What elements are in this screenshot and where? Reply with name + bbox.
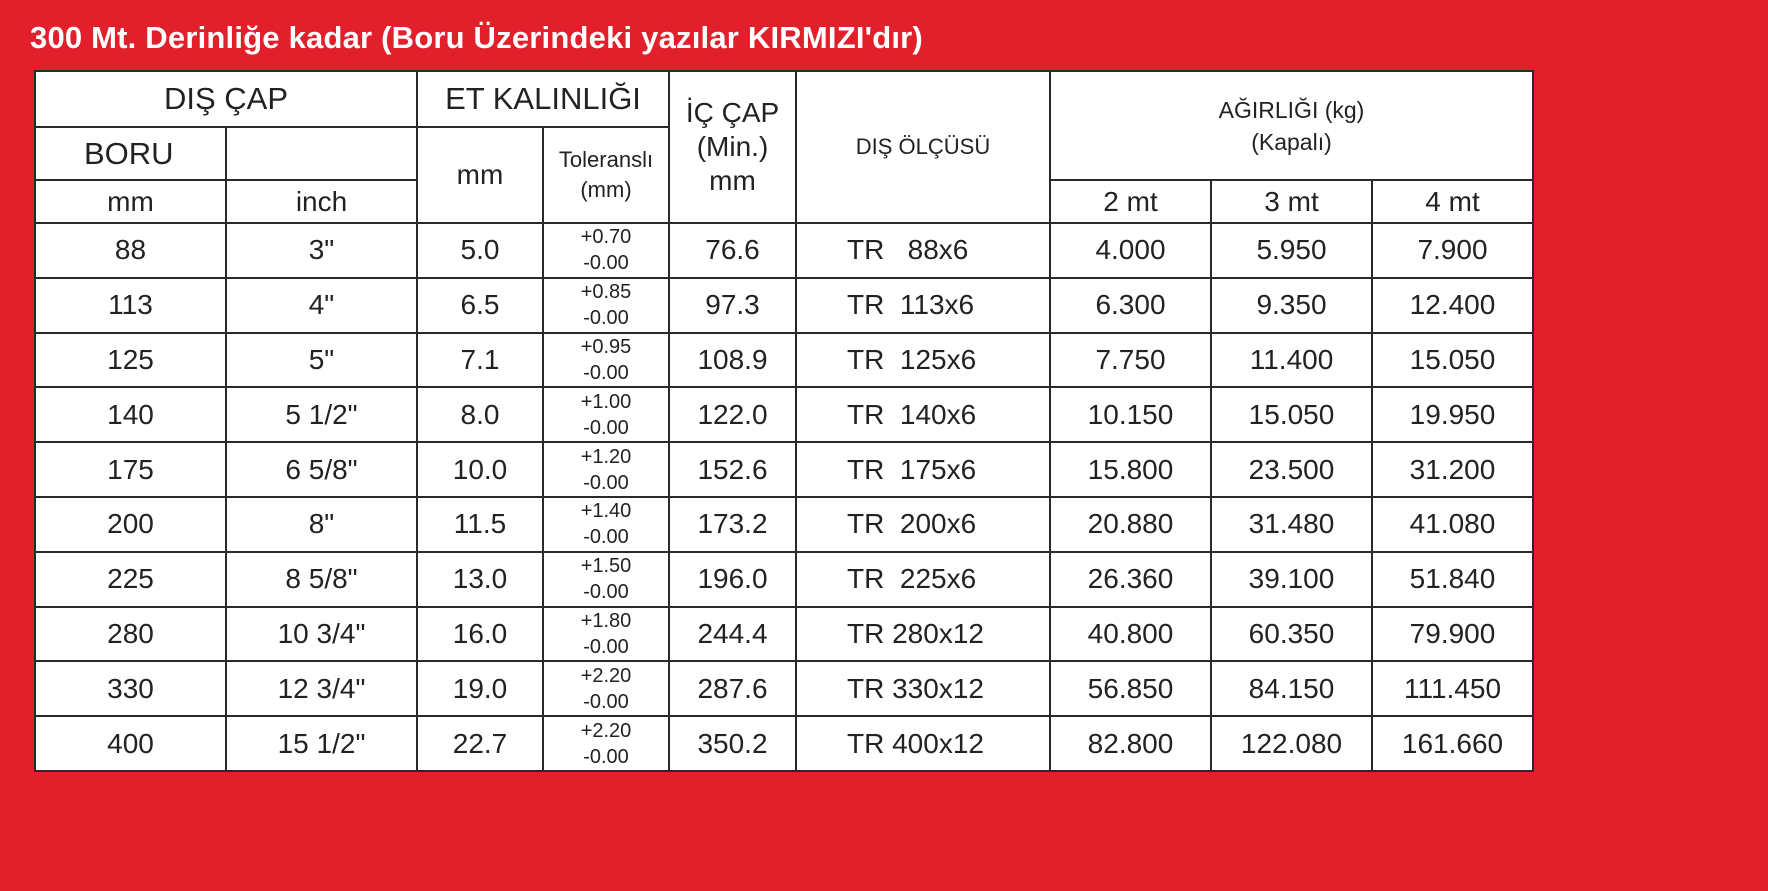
header-weight-line2: (Kapalı) — [1251, 128, 1332, 155]
header-tolerance-line2: (mm) — [580, 177, 632, 202]
cell-inch: 4" — [226, 278, 417, 333]
cell-inner-diameter: 122.0 — [669, 387, 796, 442]
cell-weight-2mt: 7.750 — [1050, 333, 1211, 388]
cell-wall: 8.0 — [417, 387, 543, 442]
tolerance-plus: +1.20 — [580, 445, 632, 468]
tolerance-plus: +1.00 — [580, 390, 632, 413]
tolerance-minus: -0.00 — [583, 635, 629, 658]
cell-inch: 6 5/8" — [226, 442, 417, 497]
cell-inch: 5" — [226, 333, 417, 388]
cell-weight-3mt: 11.400 — [1211, 333, 1372, 388]
cell-weight-4mt: 51.840 — [1372, 552, 1533, 607]
cell-wall: 5.0 — [417, 223, 543, 278]
cell-inch: 12 3/4" — [226, 661, 417, 716]
cell-mm: 175 — [35, 442, 226, 497]
table-row — [35, 716, 1533, 771]
cell-inner-diameter: 152.6 — [669, 442, 796, 497]
cell-outer-size: TR 175x6 — [796, 442, 1050, 497]
tolerance-plus: +1.50 — [580, 555, 632, 578]
tolerance-plus: +1.80 — [580, 609, 632, 632]
cell-wall: 22.7 — [417, 716, 543, 771]
tolerance-plus: +0.70 — [580, 226, 632, 249]
cell-tolerance — [543, 552, 669, 607]
header-tolerance-line1: Toleranslı — [558, 147, 654, 172]
header-inner-diameter — [669, 71, 796, 223]
header-inner-diameter-line1: İÇ ÇAP — [685, 97, 780, 128]
cell-tolerance — [543, 661, 669, 716]
cell-inner-diameter: 97.3 — [669, 278, 796, 333]
cell-outer-size: TR 88x6 — [796, 223, 1050, 278]
cell-weight-4mt: 19.950 — [1372, 387, 1533, 442]
cell-weight-2mt: 10.150 — [1050, 387, 1211, 442]
page-title: 300 Mt. Derinliğe kadar (Boru Üzerindeki yazılar KIRMIZI'dır) — [30, 20, 923, 55]
cell-outer-size: TR 125x6 — [796, 333, 1050, 388]
cell-outer-size: TR 280x12 — [796, 607, 1050, 662]
cell-weight-4mt: 41.080 — [1372, 497, 1533, 552]
header-weight-2mt: 2 mt — [1050, 180, 1211, 223]
cell-weight-4mt: 111.450 — [1372, 661, 1533, 716]
cell-weight-3mt: 23.500 — [1211, 442, 1372, 497]
cell-inner-diameter: 196.0 — [669, 552, 796, 607]
cell-outer-size: TR 400x12 — [796, 716, 1050, 771]
cell-outer-size: TR 225x6 — [796, 552, 1050, 607]
tolerance-plus: +2.20 — [580, 719, 632, 742]
cell-weight-3mt: 60.350 — [1211, 607, 1372, 662]
table-row — [35, 387, 1533, 442]
cell-tolerance — [543, 333, 669, 388]
cell-mm: 225 — [35, 552, 226, 607]
tolerance-minus: -0.00 — [583, 307, 629, 330]
cell-wall: 10.0 — [417, 442, 543, 497]
cell-tolerance — [543, 607, 669, 662]
cell-wall: 11.5 — [417, 497, 543, 552]
table-row — [35, 278, 1533, 333]
cell-tolerance — [543, 223, 669, 278]
cell-weight-3mt: 122.080 — [1211, 716, 1372, 771]
tolerance-plus: +0.85 — [580, 281, 632, 304]
tolerance-minus: -0.00 — [583, 690, 629, 713]
cell-mm: 125 — [35, 333, 226, 388]
cell-tolerance — [543, 716, 669, 771]
cell-inch: 8" — [226, 497, 417, 552]
cell-weight-2mt: 56.850 — [1050, 661, 1211, 716]
cell-inner-diameter: 108.9 — [669, 333, 796, 388]
cell-tolerance — [543, 442, 669, 497]
header-pipe: BORU — [35, 127, 226, 180]
cell-tolerance — [543, 387, 669, 442]
cell-outer-size: TR 200x6 — [796, 497, 1050, 552]
header-weight-3mt: 3 mt — [1211, 180, 1372, 223]
pipe-spec-table — [34, 70, 1534, 772]
tolerance-minus: -0.00 — [583, 471, 629, 494]
cell-outer-size: TR 330x12 — [796, 661, 1050, 716]
cell-weight-4mt: 79.900 — [1372, 607, 1533, 662]
header-tolerance — [543, 127, 669, 223]
cell-weight-4mt: 31.200 — [1372, 442, 1533, 497]
header-weight-line1: AĞIRLIĞI (kg) — [1218, 96, 1365, 123]
cell-weight-3mt: 15.050 — [1211, 387, 1372, 442]
header-outer-diameter: DIŞ ÇAP — [35, 71, 417, 127]
cell-wall: 16.0 — [417, 607, 543, 662]
tolerance-minus: -0.00 — [583, 361, 629, 384]
cell-wall: 6.5 — [417, 278, 543, 333]
cell-weight-3mt: 9.350 — [1211, 278, 1372, 333]
tolerance-plus: +2.20 — [580, 664, 632, 687]
tolerance-plus: +0.95 — [580, 335, 632, 358]
cell-mm: 88 — [35, 223, 226, 278]
cell-outer-size: TR 140x6 — [796, 387, 1050, 442]
cell-mm: 330 — [35, 661, 226, 716]
cell-weight-3mt: 5.950 — [1211, 223, 1372, 278]
tolerance-minus: -0.00 — [583, 526, 629, 549]
tolerance-minus: -0.00 — [583, 745, 629, 768]
cell-weight-2mt: 26.360 — [1050, 552, 1211, 607]
cell-weight-2mt: 82.800 — [1050, 716, 1211, 771]
header-empty-cell — [226, 127, 417, 180]
table-row — [35, 333, 1533, 388]
cell-inner-diameter: 76.6 — [669, 223, 796, 278]
cell-weight-4mt: 15.050 — [1372, 333, 1533, 388]
header-weight-4mt: 4 mt — [1372, 180, 1533, 223]
header-inch: inch — [226, 180, 417, 223]
cell-wall: 19.0 — [417, 661, 543, 716]
cell-weight-3mt: 39.100 — [1211, 552, 1372, 607]
header-wall-thickness: ET KALINLIĞI — [417, 71, 669, 127]
cell-weight-2mt: 4.000 — [1050, 223, 1211, 278]
cell-mm: 280 — [35, 607, 226, 662]
table-row — [35, 552, 1533, 607]
cell-weight-4mt: 161.660 — [1372, 716, 1533, 771]
cell-mm: 400 — [35, 716, 226, 771]
tolerance-minus: -0.00 — [583, 581, 629, 604]
cell-mm: 200 — [35, 497, 226, 552]
header-inner-diameter-line2: (Min.) — [696, 131, 769, 162]
table-row — [35, 497, 1533, 552]
cell-weight-2mt: 15.800 — [1050, 442, 1211, 497]
table-row — [35, 442, 1533, 497]
cell-inner-diameter: 350.2 — [669, 716, 796, 771]
cell-weight-2mt: 6.300 — [1050, 278, 1211, 333]
table-row — [35, 223, 1533, 278]
cell-weight-3mt: 84.150 — [1211, 661, 1372, 716]
tolerance-plus: +1.40 — [580, 500, 632, 523]
cell-inch: 15 1/2" — [226, 716, 417, 771]
header-weight — [1050, 71, 1533, 180]
cell-weight-2mt: 20.880 — [1050, 497, 1211, 552]
cell-tolerance — [543, 497, 669, 552]
cell-wall: 13.0 — [417, 552, 543, 607]
cell-weight-2mt: 40.800 — [1050, 607, 1211, 662]
header-wall-mm: mm — [417, 127, 543, 223]
tolerance-minus: -0.00 — [583, 252, 629, 275]
cell-inner-diameter: 173.2 — [669, 497, 796, 552]
header-mm: mm — [35, 180, 226, 223]
cell-mm: 140 — [35, 387, 226, 442]
cell-inch: 10 3/4" — [226, 607, 417, 662]
table-row — [35, 661, 1533, 716]
header-inner-diameter-line3: mm — [709, 165, 756, 196]
cell-inch: 5 1/2" — [226, 387, 417, 442]
table-row — [35, 607, 1533, 662]
cell-wall: 7.1 — [417, 333, 543, 388]
cell-inner-diameter: 287.6 — [669, 661, 796, 716]
cell-tolerance — [543, 278, 669, 333]
cell-inch: 8 5/8" — [226, 552, 417, 607]
cell-weight-4mt: 7.900 — [1372, 223, 1533, 278]
tolerance-minus: -0.00 — [583, 416, 629, 439]
cell-inch: 3" — [226, 223, 417, 278]
header-outer-size: DIŞ ÖLÇÜSÜ — [796, 71, 1050, 223]
cell-outer-size: TR 113x6 — [796, 278, 1050, 333]
cell-mm: 113 — [35, 278, 226, 333]
cell-weight-4mt: 12.400 — [1372, 278, 1533, 333]
cell-inner-diameter: 244.4 — [669, 607, 796, 662]
cell-weight-3mt: 31.480 — [1211, 497, 1372, 552]
